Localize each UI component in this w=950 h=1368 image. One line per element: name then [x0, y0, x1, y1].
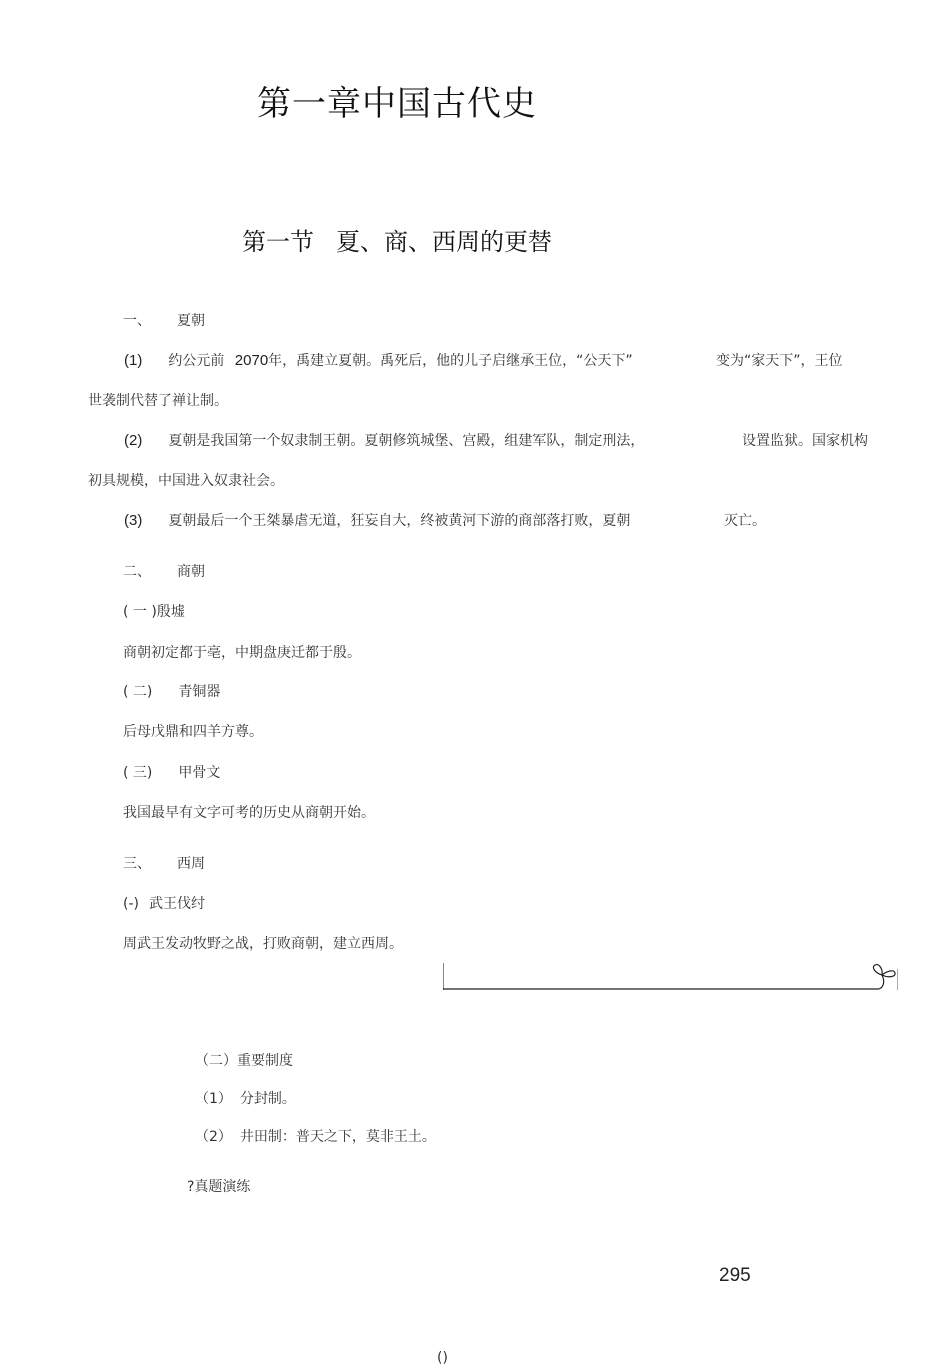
part3-title: 西周: [177, 856, 205, 872]
part1-item3-tail: 灭亡。: [724, 513, 766, 529]
section-number: 第一节: [242, 228, 314, 256]
sub-number: (-): [123, 896, 139, 912]
part2-sub2-text: 后母戊鼎和四羊方尊。: [123, 724, 263, 740]
part3-sub1-heading: [123, 893, 205, 913]
part3-heading: [123, 853, 205, 873]
exercise-label: ?真题演练: [187, 1179, 251, 1195]
item-text: 夏朝是我国第一个奴隶制王朝。夏朝修筑城堡、宫殿，组建军队，制定刑法，: [168, 433, 645, 449]
part1-title: 夏朝: [177, 313, 205, 329]
section-heading: [242, 222, 552, 257]
item-number: （1）: [195, 1091, 232, 1107]
chapter-title: 第一章中国古代史: [257, 84, 537, 124]
item-text: 夏朝最后一个王桀暴虐无道，狂妄自大，终被黄河下游的商部落打败，夏朝: [168, 513, 631, 529]
part2-sub2-heading: [123, 681, 220, 701]
item-number: (3): [124, 512, 143, 529]
part3-sub1-text: 周武王发动牧野之战，打败商朝，建立西周。: [123, 936, 403, 952]
sprout-icon: [873, 965, 895, 989]
sub-number: ( 三): [123, 765, 153, 781]
decorative-divider: [443, 963, 898, 990]
part1-item1-continuation: 世袭制代替了禅让制。: [88, 393, 228, 409]
sub-title: 青铜器: [178, 684, 221, 700]
item-year: 2070: [234, 352, 269, 369]
part1-item2: [124, 430, 644, 450]
part3-sub2-item1: [195, 1088, 296, 1108]
footer-mark: (): [437, 1350, 448, 1366]
part2-sub3-text: 我国最早有文字可考的历史从商朝开始。: [123, 805, 375, 821]
sub-title: 殷墟: [156, 604, 185, 620]
sub-title: 甲骨文: [178, 765, 221, 781]
item-text: 井田制：普天之下，莫非王土。: [239, 1129, 436, 1145]
item-number: (2): [124, 432, 143, 449]
part2-title: 商朝: [177, 564, 205, 580]
page-number: 295: [719, 1265, 751, 1286]
part3-sub2-item2: [195, 1126, 436, 1146]
part2-sub3-heading: [123, 762, 220, 782]
item-number: （2）: [195, 1129, 232, 1145]
item-number: (1): [124, 352, 143, 369]
part2-number: 二、: [123, 564, 151, 580]
part1-item1: [124, 350, 633, 370]
part1-item2-tail: 设置监狱。国家机构: [742, 433, 868, 449]
part1-heading: [123, 310, 205, 330]
item-text: 约公元前: [168, 353, 225, 369]
part3-number: 三、: [123, 856, 151, 872]
part2-sub1-heading: [123, 601, 185, 621]
item-text: 年，禹建立夏朝。禹死后，他的儿子启继承王位，“公天下”: [268, 353, 633, 369]
part1-item2-continuation: 初具规模，中国进入奴隶社会。: [88, 473, 284, 489]
part2-sub1-text: 商朝初定都于亳，中期盘庚迁都于殷。: [123, 645, 361, 661]
part1-item3: [124, 510, 630, 530]
part2-heading: [123, 561, 205, 581]
part1-item1-tail: 变为“家天下”，王位: [716, 353, 843, 369]
item-text: 分封制。: [239, 1091, 296, 1107]
sub-number: ( 一 ): [123, 604, 157, 620]
section-title: 夏、商、西周的更替: [336, 228, 552, 256]
sub-number: ( 二): [123, 684, 153, 700]
part1-number: 一、: [123, 313, 151, 329]
sub-title: 武王伐纣: [148, 896, 205, 912]
part3-sub2-heading: （二）重要制度: [195, 1053, 293, 1069]
